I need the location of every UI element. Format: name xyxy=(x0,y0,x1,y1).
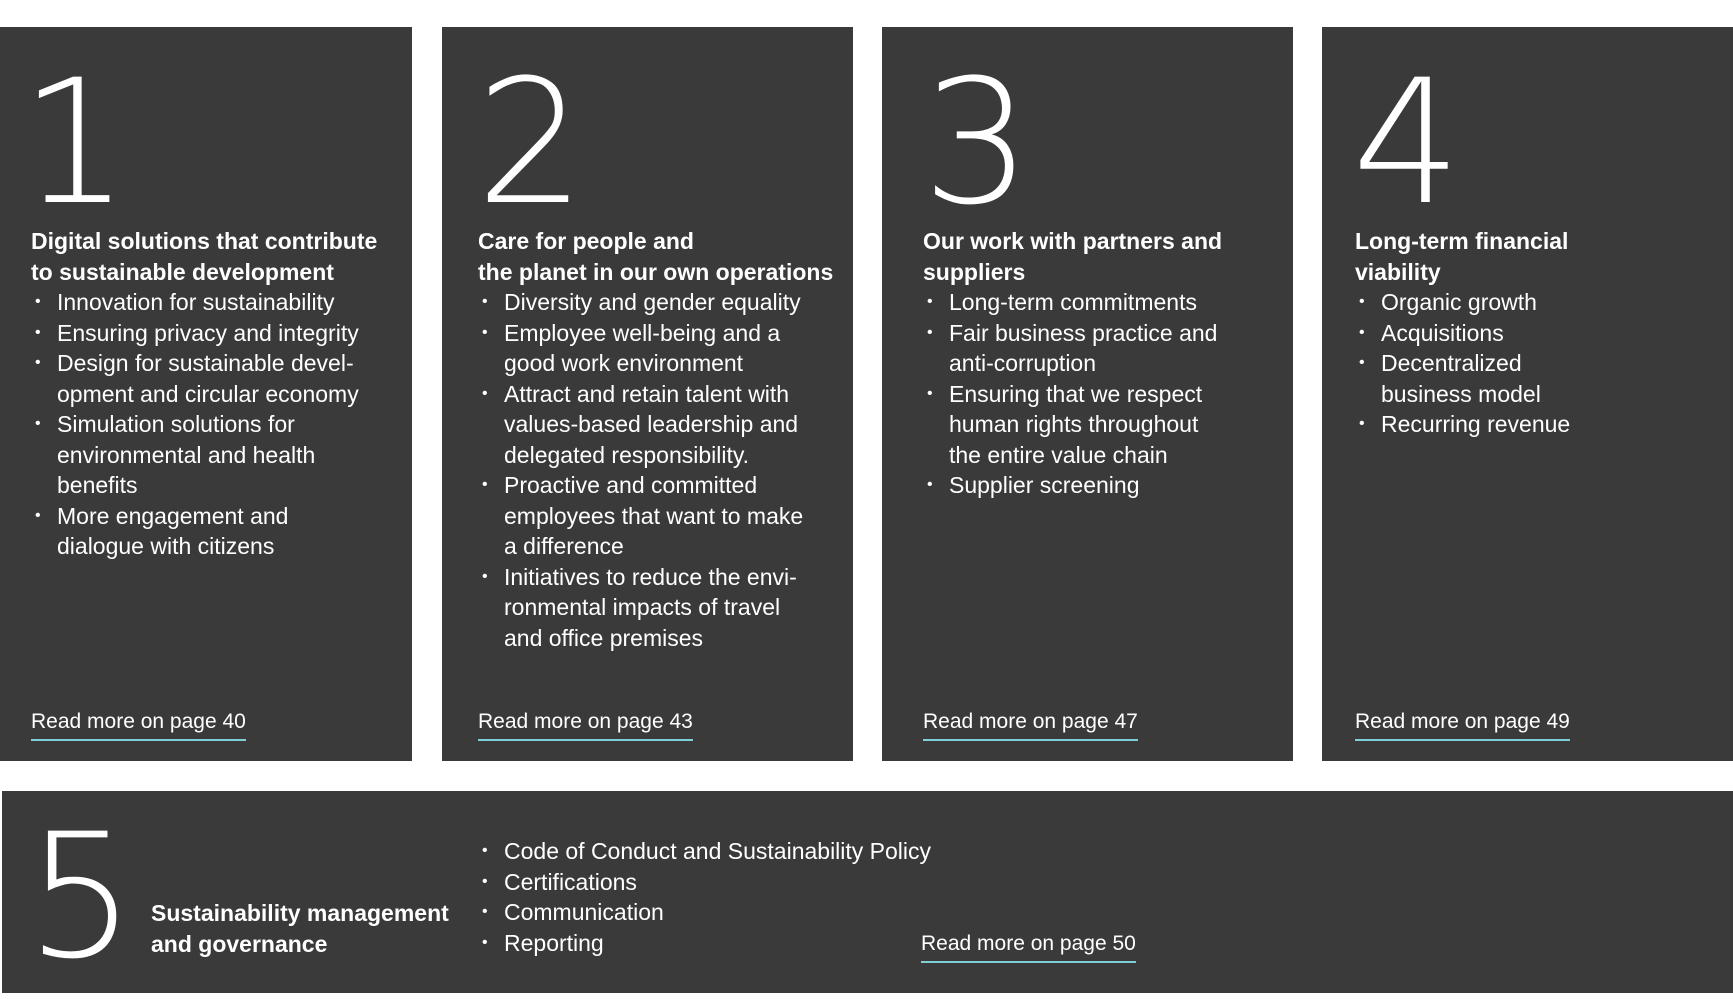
item-text: • Acquisitions xyxy=(1381,319,1504,346)
read-more-link[interactable]: Read more on page 43 xyxy=(478,709,693,741)
list-item xyxy=(31,348,359,409)
item-text: values-based leadership and xyxy=(504,411,799,437)
title-line: the planet in our own operations xyxy=(478,258,834,285)
list-item xyxy=(478,287,803,318)
pillar-number: 1 xyxy=(20,42,126,243)
list-item xyxy=(1355,348,1570,409)
item-text: • Ensuring that we respect xyxy=(949,380,1203,407)
item-text: and office premises xyxy=(504,624,704,651)
list-item xyxy=(31,318,359,349)
list-item xyxy=(478,379,803,471)
item-text: employees that want to make xyxy=(504,502,804,529)
pillar-card-3 xyxy=(882,27,1293,761)
item-text: benefits xyxy=(57,472,138,498)
item-text: • Organic growth xyxy=(1381,289,1537,315)
list-item xyxy=(478,318,803,379)
title-line: suppliers xyxy=(923,258,1026,285)
read-more-link[interactable]: Read more on page 47 xyxy=(923,709,1138,741)
item-text: delegated responsibility. xyxy=(504,441,750,468)
item-text: • Diversity and gender equality xyxy=(504,289,801,315)
title-line: Digital solutions that contribute xyxy=(31,228,378,254)
item-text: • Decentralized xyxy=(1381,350,1522,376)
governance-card xyxy=(2,791,1733,997)
item-text: • Simulation solutions for xyxy=(57,411,295,437)
read-more-link[interactable]: Read more on page 50 xyxy=(921,931,1136,963)
pillar-item-list xyxy=(923,287,1217,501)
pillar-card-1 xyxy=(0,27,412,761)
item-text: a difference xyxy=(504,533,624,559)
list-item xyxy=(478,897,931,928)
title-line: viability xyxy=(1355,258,1441,285)
pillar-number: 3 xyxy=(922,42,1028,243)
list-item xyxy=(923,318,1217,379)
list-item xyxy=(923,287,1217,318)
item-text: • Supplier screening xyxy=(949,472,1140,498)
item-text: • Proactive and committed xyxy=(504,472,758,498)
list-item xyxy=(923,379,1217,471)
pillar-title xyxy=(1355,226,1568,287)
item-text: • More engagement and xyxy=(57,502,289,529)
item-text: • Reporting xyxy=(504,929,604,956)
title-line: to sustainable development xyxy=(31,258,334,285)
read-more-link[interactable]: Read more on page 49 xyxy=(1355,709,1570,741)
list-item xyxy=(31,409,359,501)
list-item xyxy=(478,562,803,654)
pillar-item-list xyxy=(1355,287,1570,440)
pillar-card-2 xyxy=(442,27,853,761)
list-item xyxy=(923,470,1217,501)
item-text: • Fair business practice and xyxy=(949,319,1218,346)
item-text: • Attract and retain talent with xyxy=(504,380,790,407)
item-text: • Communication xyxy=(504,899,664,925)
list-item xyxy=(478,836,931,867)
pillar-number: 5 xyxy=(26,796,132,997)
item-text: environmental and health xyxy=(57,441,316,468)
item-text: ronmental impacts of travel xyxy=(504,594,781,620)
pillar-item-list xyxy=(478,287,803,653)
list-item xyxy=(1355,287,1570,318)
item-text: • Initiatives to reduce the envi- xyxy=(504,563,797,590)
list-item xyxy=(478,470,803,562)
title-line: Sustainability management xyxy=(151,900,449,926)
item-text: opment and circular economy xyxy=(57,380,359,407)
item-text: business model xyxy=(1381,380,1541,407)
list-item xyxy=(478,867,931,898)
item-text: • Code of Conduct and Sustainability Policy xyxy=(504,838,932,864)
title-line: Care for people and xyxy=(478,228,694,254)
list-item xyxy=(31,287,359,318)
pillar-title xyxy=(923,226,1222,287)
item-text: dialogue with citizens xyxy=(57,533,275,559)
item-text: good work environment xyxy=(504,350,744,376)
item-text: human rights throughout xyxy=(949,411,1199,437)
pillar-card-4 xyxy=(1322,27,1733,761)
read-more-link[interactable]: Read more on page 40 xyxy=(31,709,246,741)
item-text: • Recurring revenue xyxy=(1381,411,1571,437)
title-line: Our work with partners and xyxy=(923,228,1223,254)
pillar-number: 4 xyxy=(1352,42,1458,243)
pillar-number: 2 xyxy=(476,42,582,243)
item-text: anti-corruption xyxy=(949,350,1097,376)
pillar-title xyxy=(151,898,449,959)
item-text: • Employee well-being and a xyxy=(504,319,781,346)
item-text: • Innovation for sustainability xyxy=(57,289,335,315)
list-item xyxy=(478,928,931,959)
item-text: • Certifications xyxy=(504,868,637,895)
item-text: • Long-term commitments xyxy=(949,289,1197,315)
pillar-title xyxy=(31,226,377,287)
list-item xyxy=(1355,409,1570,440)
title-line: Long-term financial xyxy=(1355,228,1569,254)
list-item xyxy=(31,501,359,562)
list-item xyxy=(1355,318,1570,349)
pillar-title xyxy=(478,226,833,287)
item-text: the entire value chain xyxy=(949,441,1168,468)
governance-item-list xyxy=(478,836,931,958)
title-line: and governance xyxy=(151,930,328,957)
item-text: • Design for sustainable devel- xyxy=(57,350,354,376)
item-text: • Ensuring privacy and integrity xyxy=(57,319,359,346)
pillar-item-list xyxy=(31,287,359,562)
